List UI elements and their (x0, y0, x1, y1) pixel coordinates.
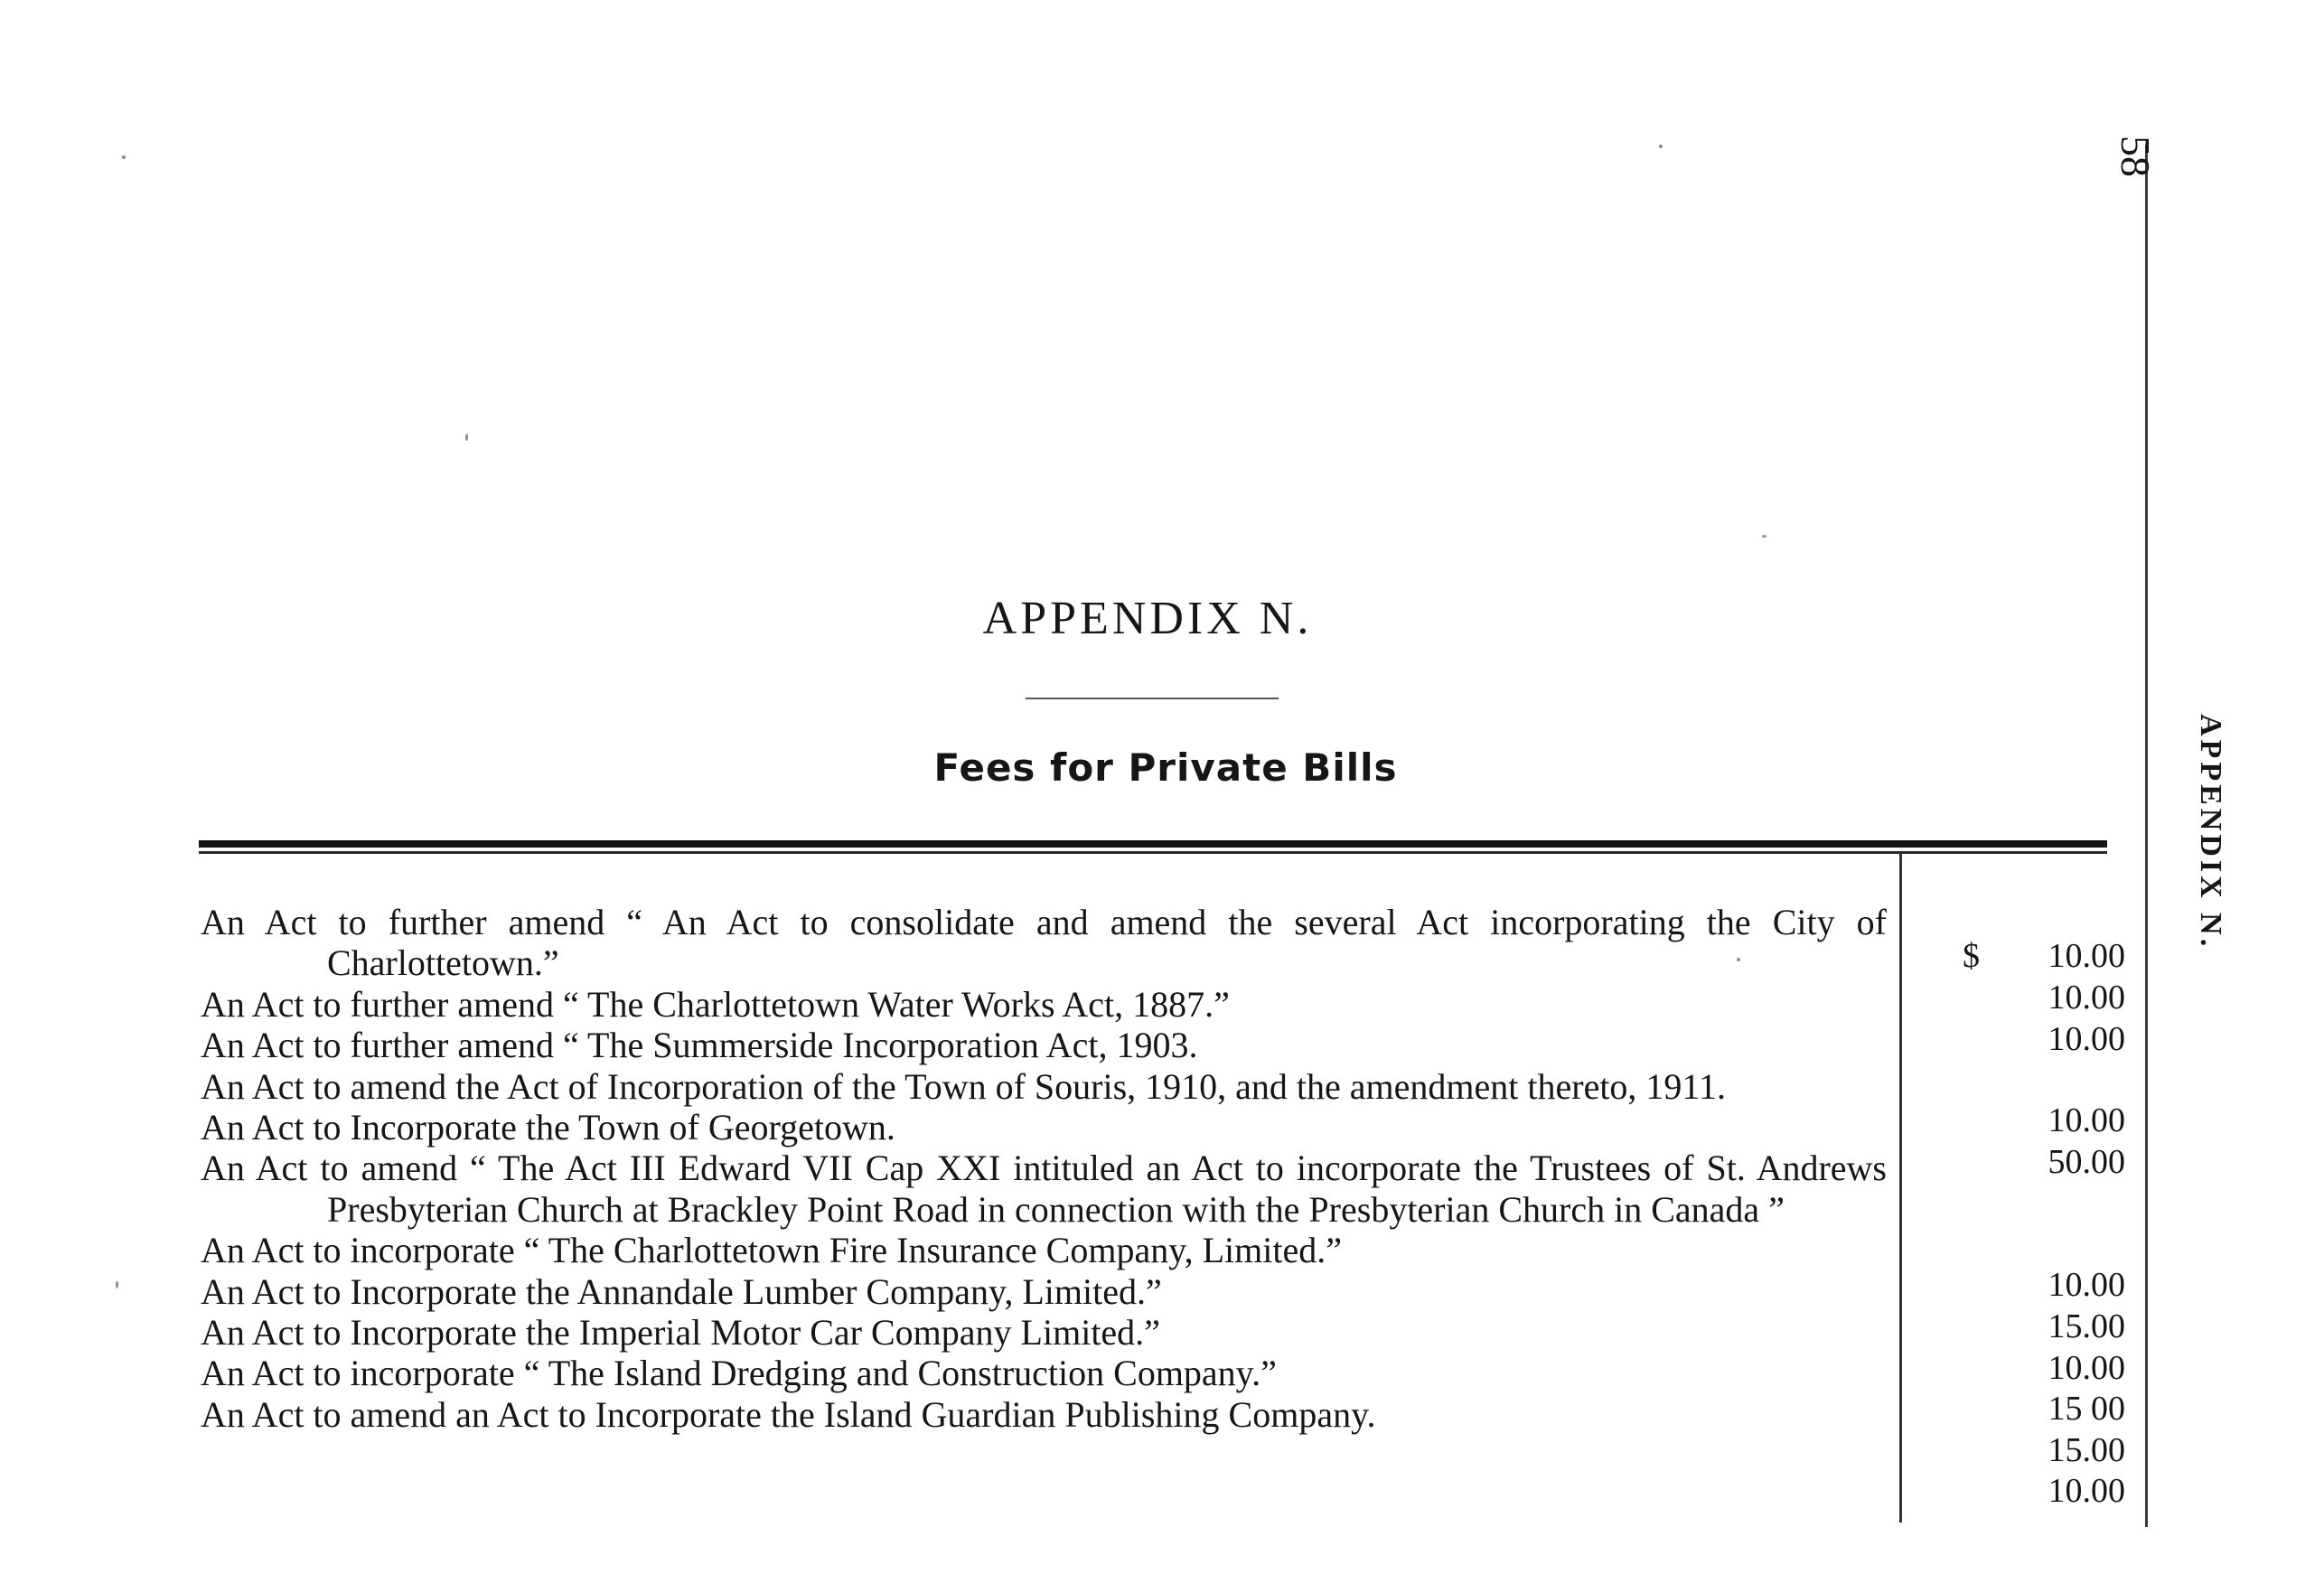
fee-amount: 10.00 (2048, 979, 2125, 1017)
fee-amount: 15.00 (2048, 1431, 2125, 1469)
fee-amount: 50.00 (2048, 1143, 2125, 1181)
bill-entry (201, 1025, 1887, 1065)
title-rule (1026, 698, 1279, 699)
bill-text: An Act to Incorporate the Town of Georgetown. (201, 1107, 895, 1148)
bill-text: An Act to incorporate “ The Island Dredging and Construction Company.” (201, 1353, 1277, 1394)
bill-list (201, 902, 1887, 1435)
bill-entry (201, 1066, 1887, 1107)
fee-amount: 15 00 (2048, 1390, 2125, 1428)
table-top-thin-rule (199, 851, 2107, 854)
fee-amount: 10.00 (2048, 1349, 2125, 1387)
bill-text: An Act to further amend “ The Summerside Incorporation Act, 1903. (201, 1025, 1198, 1066)
bill-text: An Act to Incorporate the Annandale Lumber Company, Limited.” (201, 1270, 1162, 1312)
subtitle: Fees for Private Bills (933, 745, 1398, 790)
table-top-rule (199, 840, 2107, 848)
bill-entry (201, 1394, 1887, 1435)
fee-amount: 10.00 (2048, 1266, 2125, 1304)
fee-amount: 15.00 (2048, 1307, 2125, 1345)
fee-amount: 10.00 (2048, 1020, 2125, 1058)
fee-amount: 10.00 (2048, 937, 2125, 975)
bill-text: An Act to amend the Act of Incorporation of the Town of Souris, 1910, and the amendment thereto, 1911. (201, 1065, 1726, 1107)
bill-entry (201, 984, 1887, 1025)
bill-entry (201, 902, 1887, 984)
bill-text: An Act to amend “ The Act III Edward VII Cap XXI intituled an Act to incorporate the Trustees of St. Andrews Presbyterian Church at Brackley Point Road in connection with the Presbyterian Church in Canada ” (201, 1148, 1887, 1230)
running-head: APPENDIX N. (2194, 714, 2227, 951)
bill-text: An Act to amend an Act to Incorporate the Island Guardian Publishing Company. (201, 1393, 1376, 1435)
margin-rule (2145, 145, 2148, 1527)
page-number: 58 (2113, 136, 2159, 177)
bill-text: An Act to further amend “ The Charlottetown Water Works Act, 1887.” (201, 983, 1230, 1025)
fee-amount: 10.00 (2048, 1101, 2125, 1139)
bill-text: An Act to Incorporate the Imperial Motor Car Company Limited.” (201, 1312, 1160, 1354)
currency-symbol: $ (1963, 937, 1980, 975)
appendix-title: APPENDIX N. (982, 593, 1313, 644)
bill-entry (201, 1148, 1887, 1230)
fee-amount: 10.00 (2048, 1472, 2125, 1510)
fee-column-divider (1899, 854, 1902, 1522)
bill-entry (201, 1271, 1887, 1312)
bill-text: An Act to further amend “ An Act to consolidate and amend the several Act incorporating the City of Charlottetown.” (201, 902, 1887, 984)
bill-entry (201, 1107, 1887, 1148)
bill-entry (201, 1353, 1887, 1393)
bill-entry (201, 1230, 1887, 1270)
bill-text: An Act to incorporate “ The Charlottetown Fire Insurance Company, Limited.” (201, 1230, 1342, 1271)
bill-entry (201, 1312, 1887, 1353)
